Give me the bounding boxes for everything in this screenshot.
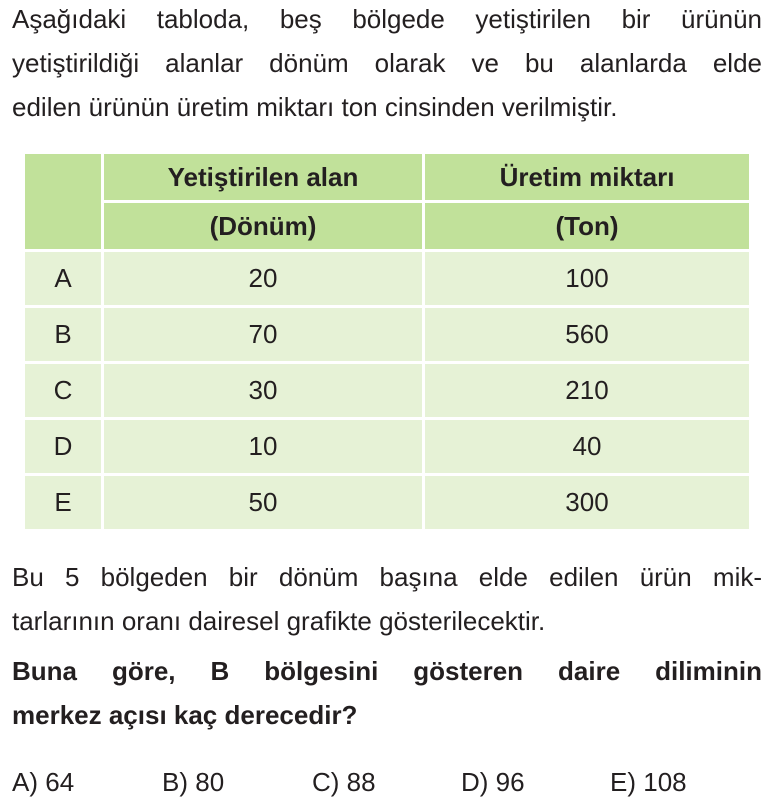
question-line: Buna göre, B bölgesini gösteren daire diliminin	[12, 656, 762, 686]
area-cell: 20	[103, 251, 424, 307]
option-value: 88	[346, 767, 376, 797]
data-table	[22, 151, 752, 532]
option-label: B)	[162, 767, 188, 797]
option-e[interactable]	[610, 760, 687, 804]
header-area: Yetiştirilen alan	[103, 153, 424, 202]
region-cell: D	[24, 419, 103, 475]
region-cell: B	[24, 307, 103, 363]
option-a[interactable]	[12, 760, 74, 804]
intro-line: yetiştirildiği alanlar dönüm olarak ve bu alanlarda elde	[12, 48, 762, 78]
header-production-unit: (Ton)	[424, 202, 751, 251]
area-cell: 70	[103, 307, 424, 363]
table-header-row	[24, 202, 751, 251]
production-cell: 40	[424, 419, 751, 475]
option-value: 108	[643, 767, 687, 797]
table-row	[24, 251, 751, 307]
header-area-unit: (Dönüm)	[103, 202, 424, 251]
option-label: E)	[610, 767, 636, 797]
production-cell: 210	[424, 363, 751, 419]
option-d[interactable]	[461, 760, 525, 804]
production-cell: 560	[424, 307, 751, 363]
table-row	[24, 307, 751, 363]
description-paragraph	[12, 555, 762, 643]
table-row	[24, 475, 751, 531]
option-value: 80	[195, 767, 225, 797]
table-header-row	[24, 153, 751, 202]
area-cell: 30	[103, 363, 424, 419]
question-paragraph	[12, 649, 762, 737]
region-cell: C	[24, 363, 103, 419]
option-label: A)	[12, 767, 38, 797]
option-label: C)	[312, 767, 340, 797]
header-production: Üretim miktarı	[424, 153, 751, 202]
intro-line: Aşağıdaki tabloda, beş bölgede yetiştirilen bir ürünün	[12, 4, 762, 34]
option-b[interactable]	[162, 760, 224, 804]
area-cell: 50	[103, 475, 424, 531]
option-c[interactable]	[312, 760, 376, 804]
intro-paragraph	[12, 0, 762, 129]
region-cell: A	[24, 251, 103, 307]
option-value: 64	[45, 767, 75, 797]
description-line: Bu 5 bölgeden bir dönüm başına elde edilen ürün mik-	[12, 562, 762, 592]
region-cell: E	[24, 475, 103, 531]
table-row	[24, 363, 751, 419]
intro-line: edilen ürünün üretim miktarı ton cinsinden verilmiştir.	[12, 92, 618, 122]
option-label: D)	[461, 767, 489, 797]
header-region	[24, 153, 103, 251]
option-value: 96	[495, 767, 525, 797]
area-cell: 10	[103, 419, 424, 475]
table-row	[24, 419, 751, 475]
question-line: merkez açısı kaç derecedir?	[12, 700, 358, 730]
production-cell: 300	[424, 475, 751, 531]
description-line: tarlarının oranı dairesel grafikte gösterilecektir.	[12, 606, 546, 636]
production-cell: 100	[424, 251, 751, 307]
